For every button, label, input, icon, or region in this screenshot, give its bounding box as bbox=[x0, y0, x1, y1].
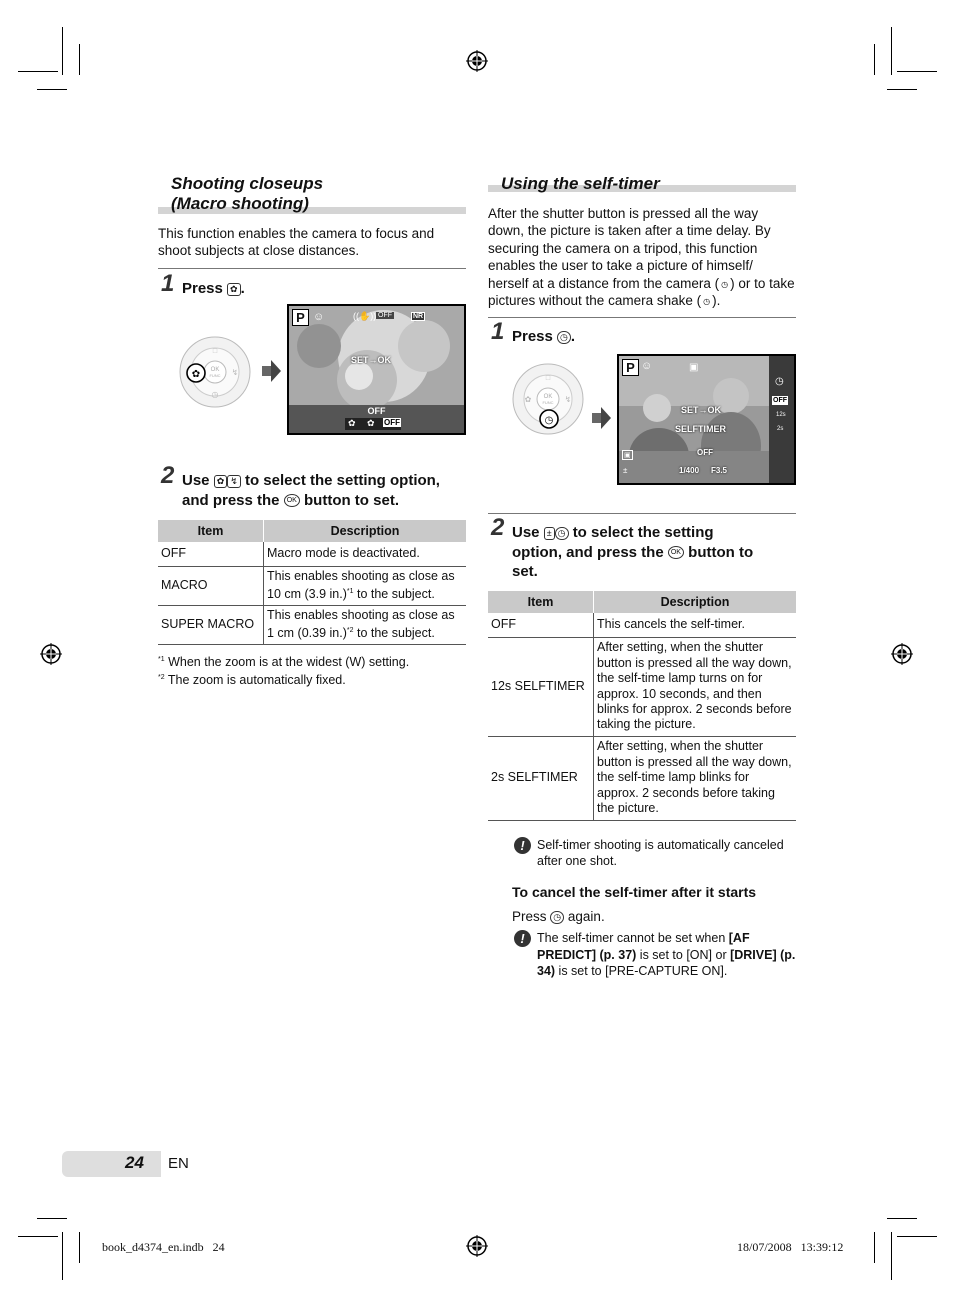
timer-2s-icon: ◷ bbox=[703, 296, 711, 306]
svg-text:↯: ↯ bbox=[231, 368, 239, 377]
crop-mark bbox=[887, 1218, 917, 1219]
divider bbox=[158, 268, 466, 269]
caution-note: Self-timer shooting is automatically canceled after one shot. bbox=[537, 838, 784, 868]
image-stabilizer-icon: ((✋)) bbox=[353, 311, 377, 321]
crop-mark bbox=[897, 1236, 937, 1237]
item-cell: MACRO bbox=[158, 566, 264, 605]
stabilizer-off-badge: OFF bbox=[378, 312, 392, 319]
table-row bbox=[158, 566, 466, 605]
arrow-pad-control bbox=[179, 336, 251, 408]
cancel-heading: To cancel the self-timer after it starts bbox=[512, 884, 757, 900]
self-timer-intro: After the shutter button is pressed all the way down, the picture is taken after a time delay. By securing the camera on a tripod, this function enables the user to take a picture of himself/ herself at a distance from the camera ( ◷ ) or to take pictures without the camera shake ( ◷ ). bbox=[488, 206, 795, 309]
section-heading-macro: Shooting closeups (Macro shooting) bbox=[171, 174, 324, 213]
svg-text:□: □ bbox=[212, 348, 218, 355]
crop-mark bbox=[891, 1232, 892, 1280]
crop-mark bbox=[79, 44, 80, 75]
registration-mark-icon bbox=[466, 1235, 488, 1257]
page-number-tab bbox=[62, 1151, 161, 1177]
crop-mark bbox=[18, 71, 58, 72]
svg-text:✿: ✿ bbox=[524, 395, 532, 404]
off-label: OFF bbox=[697, 448, 713, 457]
mode-indicator: P bbox=[622, 359, 639, 376]
language-code: EN bbox=[168, 1155, 189, 1172]
self-timer-icon: ◷ bbox=[550, 911, 564, 924]
registration-mark-icon bbox=[891, 643, 913, 665]
camera-screen-self-timer bbox=[617, 354, 796, 485]
description-cell: After setting, when the shutter button is pressed all the way down, the self-time lamp blinks for approx. 2 seconds before taking the picture. bbox=[594, 736, 797, 820]
svg-text:OK: OK bbox=[210, 367, 220, 373]
image-size-icon: ▣ bbox=[624, 452, 631, 459]
face-detect-icon: ☺ bbox=[641, 360, 653, 372]
mode-indicator: P bbox=[292, 309, 309, 326]
macro-flower-icon: ✿ bbox=[227, 283, 241, 296]
noise-reduction-badge: NR bbox=[413, 313, 424, 320]
macro-intro: This function enables the camera to focus and shoot subjects at close distances. bbox=[158, 226, 435, 259]
shutter-speed: 1/400 bbox=[679, 466, 700, 475]
super-macro-icon: ✿ bbox=[348, 418, 356, 428]
aperture-value: F3.5 bbox=[711, 466, 728, 475]
crop-mark bbox=[62, 1232, 63, 1280]
footnote: $^{*2}$ The zoom is automatically fixed. bbox=[158, 673, 346, 688]
table-row bbox=[488, 613, 796, 637]
description-cell: This enables shooting as close as 10 cm (3.9 in.)$^{*1}$ to the subject. bbox=[264, 566, 467, 605]
item-cell: SUPER MACRO bbox=[158, 605, 264, 644]
svg-text:□: □ bbox=[545, 375, 551, 382]
set-ok-label: SET→OK bbox=[681, 405, 722, 415]
footnotes bbox=[158, 652, 409, 688]
description-cell: This cancels the self-timer. bbox=[594, 613, 797, 637]
crop-mark bbox=[897, 71, 937, 72]
description-cell: Macro mode is deactivated. bbox=[264, 542, 467, 566]
svg-text:✿: ✿ bbox=[191, 369, 201, 380]
table-row bbox=[488, 637, 796, 736]
step2-text: Use ± ◷ to select the setting option, and press the OK button to set. bbox=[512, 524, 754, 580]
caution-note: The self-timer cannot be set when [AF PREDICT] (p. 37) is set to [ON] or [DRIVE] (p. 34) is set to [PRE-CAPTURE ON]. bbox=[537, 931, 796, 978]
side-12s-option: 12s bbox=[776, 412, 786, 418]
exposure-icon: ± bbox=[544, 527, 555, 540]
table-header-description: Description bbox=[594, 591, 797, 613]
crop-mark bbox=[79, 1232, 80, 1263]
step1-text: Press ◷ . bbox=[512, 328, 576, 345]
footnote: $^{*1}$ When the zoom is at the widest (W) setting. bbox=[158, 655, 410, 670]
table-header-description: Description bbox=[264, 520, 467, 542]
table-row bbox=[488, 736, 796, 820]
macro-flower-icon: ✿ bbox=[367, 418, 375, 428]
selftimer-label: SELFTIMER bbox=[675, 424, 726, 434]
table-row bbox=[158, 605, 466, 644]
step-number: 1 bbox=[161, 270, 175, 297]
file-name: book_d4374_en.indb 24 bbox=[102, 1240, 225, 1254]
step-number: 2 bbox=[161, 462, 175, 489]
svg-text:FUNC: FUNC bbox=[542, 400, 554, 405]
description-cell: This enables shooting as close as 1 cm (0.39 in.)$^{*2}$ to the subject. bbox=[264, 605, 467, 644]
step1-text: Press ✿ . bbox=[182, 280, 245, 297]
self-timer-icon: ◷ bbox=[557, 331, 571, 344]
step2-text: Use ✿ ↯ to select the setting option, and press the OK button to set. bbox=[182, 472, 440, 509]
flash-icon: ↯ bbox=[227, 475, 241, 488]
item-cell: OFF bbox=[158, 542, 264, 566]
timer-12s-icon: ◷ bbox=[721, 279, 729, 289]
crop-mark bbox=[18, 1236, 58, 1237]
self-timer-settings-table bbox=[488, 591, 796, 821]
macro-settings-table bbox=[158, 520, 466, 645]
side-off-option: OFF bbox=[773, 397, 787, 404]
side-2s-option: 2s bbox=[777, 426, 784, 432]
set-ok-label: SET→OK bbox=[351, 355, 392, 365]
crop-mark bbox=[62, 27, 63, 75]
divider bbox=[488, 317, 796, 318]
crop-mark bbox=[887, 89, 917, 90]
macro-option-strip bbox=[345, 418, 401, 430]
table-header-item: Item bbox=[488, 591, 594, 613]
svg-text:↯: ↯ bbox=[564, 395, 572, 404]
camera-screen-macro bbox=[287, 304, 466, 435]
crop-mark bbox=[37, 89, 67, 90]
ok-func-button-icon: OK bbox=[284, 494, 300, 507]
step-number: 1 bbox=[491, 318, 505, 345]
cancel-instruction: Press ◷ again. bbox=[512, 909, 605, 924]
off-option-badge: OFF bbox=[384, 418, 400, 427]
item-cell: 2s SELFTIMER bbox=[488, 736, 594, 820]
divider bbox=[488, 513, 796, 514]
svg-text:◷: ◷ bbox=[211, 390, 219, 399]
macro-flower-icon: ✿ bbox=[214, 475, 228, 488]
step-number: 2 bbox=[491, 514, 505, 541]
caution-icon: ! bbox=[514, 930, 531, 947]
item-cell: 12s SELFTIMER bbox=[488, 637, 594, 736]
svg-text:OK: OK bbox=[543, 394, 553, 400]
print-timestamp: 18/07/2008 13:39:12 bbox=[737, 1240, 844, 1254]
self-timer-icon: ◷ bbox=[775, 376, 784, 387]
crop-mark bbox=[874, 44, 875, 75]
crop-mark bbox=[891, 27, 892, 75]
registration-mark-icon bbox=[466, 50, 488, 72]
exposure-icon: ± bbox=[623, 466, 628, 475]
arrow-pad-control bbox=[512, 363, 584, 435]
face-detect-icon: ☺ bbox=[313, 311, 325, 323]
crop-mark bbox=[874, 1232, 875, 1263]
family-photo bbox=[619, 356, 794, 483]
item-cell: OFF bbox=[488, 613, 594, 637]
macro-off-label: OFF bbox=[367, 406, 386, 416]
crop-mark bbox=[37, 1218, 67, 1219]
svg-text:FUNC: FUNC bbox=[209, 373, 221, 378]
table-header-item: Item bbox=[158, 520, 264, 542]
caution-icon: ! bbox=[514, 837, 531, 854]
section-heading-self-timer: Using the self-timer bbox=[501, 174, 660, 193]
registration-mark-icon bbox=[40, 643, 62, 665]
svg-text:◷: ◷ bbox=[544, 415, 554, 426]
arrow-right-icon bbox=[592, 407, 611, 429]
arrow-right-icon bbox=[262, 360, 281, 382]
face-frame-icon: ▣ bbox=[689, 362, 699, 373]
page-number: 24 bbox=[125, 1153, 144, 1172]
ok-func-button-icon: OK bbox=[668, 546, 684, 559]
table-row bbox=[158, 542, 466, 566]
self-timer-icon: ◷ bbox=[555, 527, 569, 540]
description-cell: After setting, when the shutter button is pressed all the way down, the self-time lamp turns on for approx. 10 seconds, and then blinks for approx. 2 seconds before taking the picture. bbox=[594, 637, 797, 736]
